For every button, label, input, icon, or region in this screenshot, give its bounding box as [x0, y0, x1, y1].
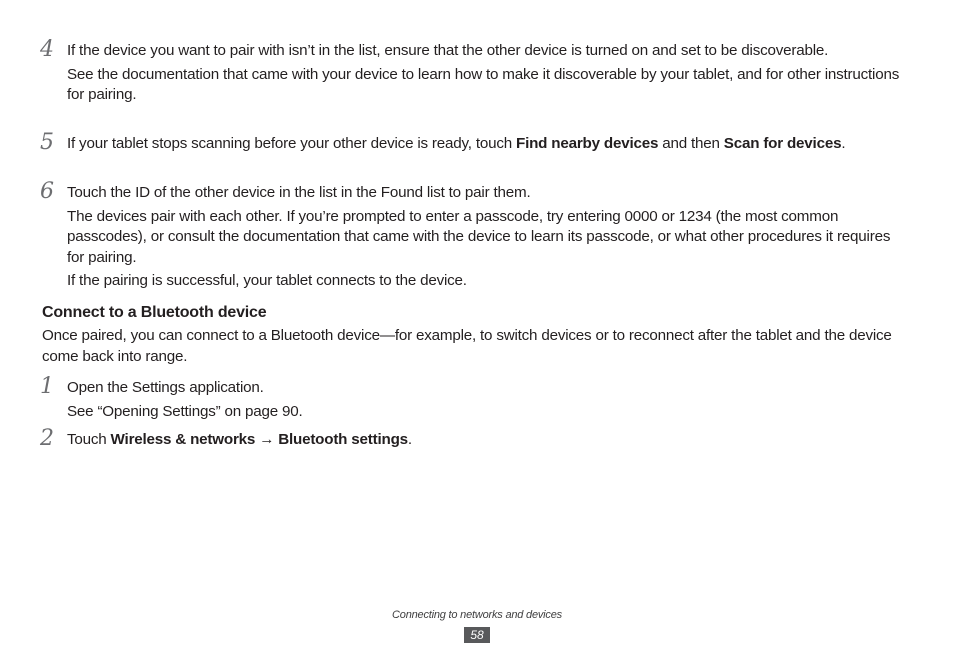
step-note: If the pairing is successful, your tablet connects to the device. [67, 272, 467, 289]
step-number: 4 [40, 37, 54, 62]
step-number: 1 [40, 374, 54, 399]
step-text-part: . [407, 431, 412, 448]
step-text: Touch the ID of the other device in the list in the Found list to pair them. [67, 184, 531, 201]
step-5 [67, 134, 907, 155]
step-1 [67, 378, 907, 422]
step-number: 5 [40, 130, 54, 155]
step-text-part: . [841, 135, 846, 152]
step-text: Open the Settings application. [67, 379, 264, 396]
step-note: See the documentation that came with your device to learn how to make it discoverable by your tablet, and for other instructions for pairing. [67, 65, 900, 103]
step-text-part: Touch [67, 431, 111, 448]
step-4 [67, 41, 907, 106]
find-nearby-devices-label: Find nearby devices [516, 135, 659, 152]
step-note: The devices pair with each other. If you’re prompted to enter a passcode, try entering 0000 or 1234 (the most common passcodes), or consult the documentation that came with the device to learn its passcode, or what other procedures it requires for pairing. [67, 207, 891, 266]
step-note: See “Opening Settings” on page 90. [67, 402, 303, 420]
bluetooth-settings-label: Bluetooth settings [278, 431, 408, 448]
page-number: 58 [464, 627, 490, 643]
step-text [67, 134, 907, 155]
chapter-footer: Connecting to networks and devices [392, 609, 562, 621]
step-number: 2 [40, 426, 54, 451]
scan-for-devices-label: Scan for devices [723, 135, 842, 152]
step-text: If the device you want to pair with isn’t in the list, ensure that the other device is turned on and set to be discoverable. [67, 42, 829, 59]
step-number: 6 [40, 179, 54, 204]
section-title: Connect to a Bluetooth device [42, 304, 267, 321]
wireless-networks-label: Wireless & networks [110, 431, 256, 448]
step-text-part: and then [658, 135, 724, 152]
section-intro: Once paired, you can connect to a Bluetooth device—for example, to switch devices or to reconnect after the tablet and the device come back into range. [42, 327, 892, 365]
step-text-part: If your tablet stops scanning before your other device is ready, touch [67, 135, 516, 152]
arrow-separator: → [255, 431, 279, 448]
step-text [67, 430, 907, 451]
step-2 [67, 430, 907, 451]
step-6 [67, 183, 907, 292]
